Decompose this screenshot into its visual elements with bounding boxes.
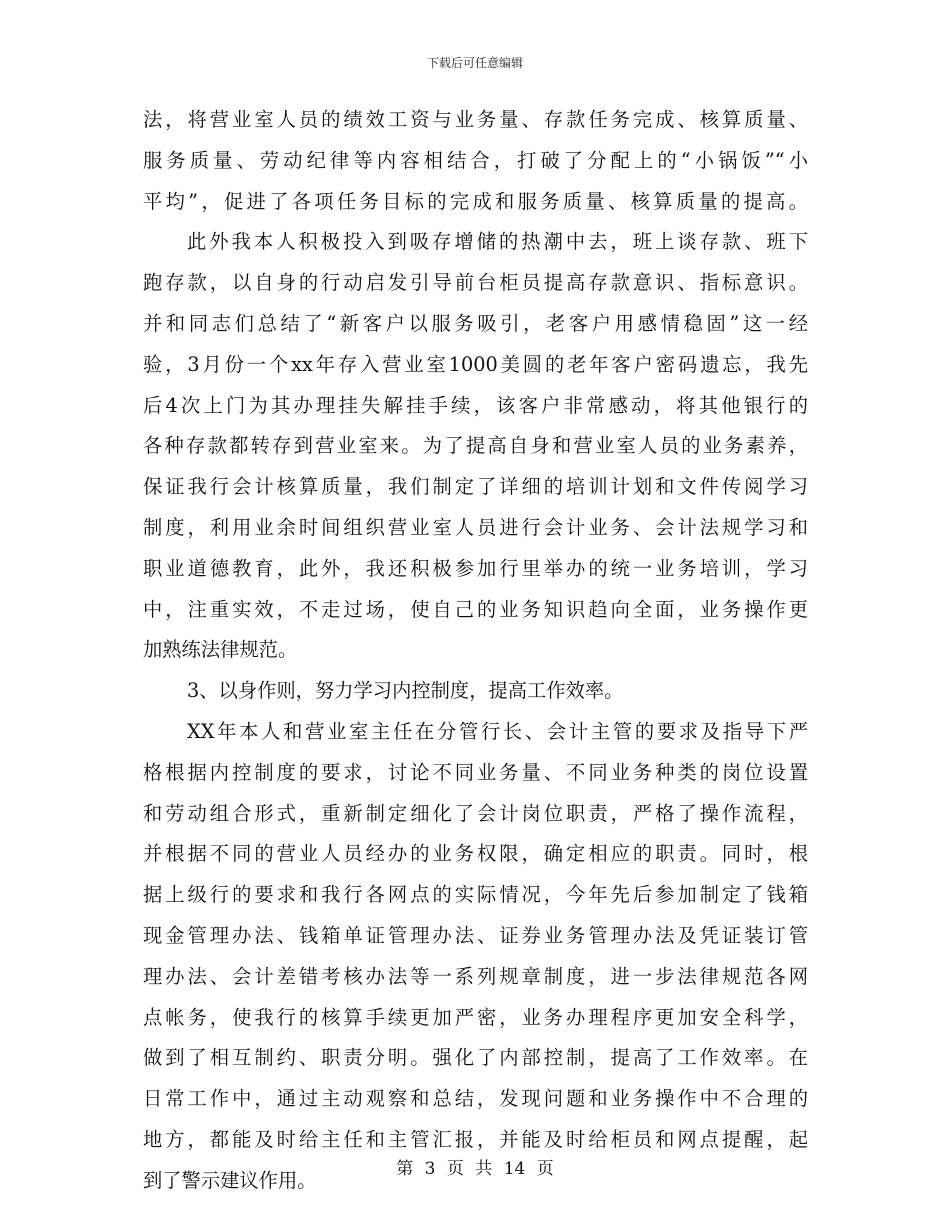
text-line: 到了警示建议作用。 — [143, 1168, 317, 1192]
page-header: 下载后可任意编辑 — [426, 56, 523, 70]
text-line: 点帐务，使我行的核算手续更加严密，业务办理程序更加安全科学， — [143, 1005, 808, 1029]
text-line: 法，将营业室人员的绩效工资与业务量、存款任务完成、核算质量、 — [143, 108, 808, 131]
text-line: 后4次上门为其办理挂失解挂手续，该客户非常感动，将其他银行的 — [143, 393, 808, 417]
text-line: 制度，利用业余时间组织营业室人员进行会计业务、会计法规学习和 — [143, 515, 808, 539]
text-line: 中，注重实效，不走过场，使自己的业务知识趋向全面，业务操作更 — [143, 597, 808, 621]
text-line: 验，3月份一个xx年存入营业室1000美圆的老年客户密码遗忘，我先 — [143, 352, 808, 376]
text-line: 地方，都能及时给主任和主管汇报，并能及时给柜员和网点提醒，起 — [143, 1127, 808, 1151]
text-line: 此外我本人积极投入到吸存增储的热潮中去，班上谈存款、班下 — [187, 230, 808, 254]
paragraph — [143, 712, 808, 1202]
text-line: XX年本人和营业室主任在分管行长、会计主管的要求及指导下严 — [187, 719, 808, 743]
page-number: 第 3 页 共 14 页 — [396, 1159, 554, 1179]
document-body — [143, 100, 808, 1202]
text-line: 并根据不同的营业人员经办的业务权限，确定相应的职责。同时，根 — [143, 842, 808, 866]
text-line: 格根据内控制度的要求，讨论不同业务量、不同业务种类的岗位设置 — [143, 760, 808, 784]
text-line: 平均”，促进了各项任务目标的完成和服务质量、核算质量的提高。 — [143, 189, 808, 213]
paragraph — [143, 222, 808, 671]
text-line: 保证我行会计核算质量，我们制定了详细的培训计划和文件传阅学习 — [143, 475, 808, 499]
text-line: 职业道德教育，此外，我还积极参加行里举办的统一业务培训，学习 — [143, 556, 808, 580]
text-line: 3、以身作则，努力学习内控制度，提高工作效率。 — [187, 679, 624, 703]
section-heading — [143, 671, 808, 712]
text-line: 并和同志们总结了“新客户以服务吸引，老客户用感情稳固”这一经 — [143, 311, 808, 335]
text-line: 跑存款，以自身的行动启发引导前台柜员提高存款意识、指标意识。 — [143, 271, 808, 295]
text-line: 做到了相互制约、职责分明。强化了内部控制，提高了工作效率。在 — [143, 1046, 808, 1070]
text-line: 日常工作中，通过主动观察和总结，发现问题和业务操作中不合理的 — [143, 1087, 808, 1111]
text-line: 现金管理办法、钱箱单证管理办法、证券业务管理办法及凭证装订管 — [143, 923, 808, 947]
text-line: 据上级行的要求和我行各网点的实际情况，今年先后参加制定了钱箱 — [143, 883, 808, 907]
text-line: 服务质量、劳动纪律等内容相结合，打破了分配上的“小锅饭”“小 — [143, 148, 808, 172]
text-line: 和劳动组合形式，重新制定细化了会计岗位职责，严格了操作流程， — [143, 801, 808, 825]
paragraph — [143, 100, 808, 222]
text-line: 理办法、会计差错考核办法等一系列规章制度，进一步法律规范各网 — [143, 964, 808, 988]
text-line: 各种存款都转存到营业室来。为了提高自身和营业室人员的业务素养， — [143, 434, 808, 458]
text-line: 加熟练法律规范。 — [143, 638, 298, 662]
